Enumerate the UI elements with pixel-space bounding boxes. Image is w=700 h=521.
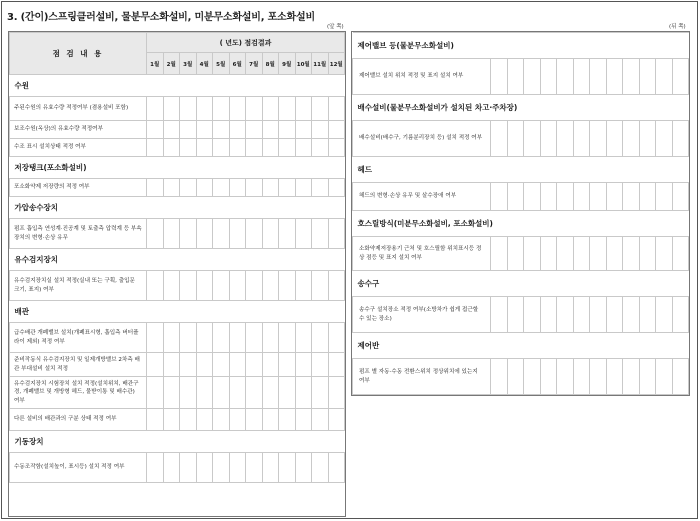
month-result-cell[interactable] <box>491 297 508 333</box>
month-result-cell[interactable] <box>246 121 263 139</box>
checklist-row <box>10 97 345 121</box>
month-result-cell[interactable] <box>312 377 329 409</box>
month-result-cell[interactable] <box>180 271 197 301</box>
month-result-cell[interactable] <box>295 271 312 301</box>
month-result-cell[interactable] <box>524 237 541 271</box>
section-title: 헤드 <box>353 157 689 183</box>
back-page-note: (뒤 쪽) <box>669 24 686 30</box>
checklist-row <box>10 139 345 157</box>
month-result-cell[interactable] <box>312 453 329 483</box>
month-result-cell[interactable] <box>180 323 197 353</box>
month-result-cell[interactable] <box>524 59 541 95</box>
check-item-text: 송수구 설치장소 적정 여부(소방차가 쉽게 접근할 수 있는 장소) <box>353 297 491 333</box>
month-header: 6월 <box>229 53 246 75</box>
month-result-cell[interactable] <box>557 359 574 395</box>
month-result-cell[interactable] <box>540 59 557 95</box>
month-result-cell[interactable] <box>262 219 279 249</box>
month-result-cell[interactable] <box>246 219 263 249</box>
month-result-cell[interactable] <box>279 453 296 483</box>
month-result-cell[interactable] <box>229 179 246 197</box>
month-result-cell[interactable] <box>312 179 329 197</box>
month-result-cell[interactable] <box>573 359 590 395</box>
month-result-cell[interactable] <box>262 179 279 197</box>
section-title: 송수구 <box>353 271 689 297</box>
month-result-cell[interactable] <box>656 237 673 271</box>
checklist-row <box>10 121 345 139</box>
section-title: 제어밸브 등(물분무소화설비) <box>353 33 689 59</box>
section-title: 제어반 <box>353 333 689 359</box>
month-result-cell[interactable] <box>163 139 180 157</box>
month-result-cell[interactable] <box>180 353 197 377</box>
check-item-text: 수동조작함(설치높이, 표시등) 설치 적정 여부 <box>10 453 147 483</box>
checklist-row <box>353 359 689 395</box>
month-result-cell[interactable] <box>163 409 180 431</box>
month-result-cell[interactable] <box>606 237 623 271</box>
month-result-cell[interactable] <box>312 219 329 249</box>
left-checklist-table <box>9 32 345 483</box>
month-result-cell[interactable] <box>180 121 197 139</box>
month-result-cell[interactable] <box>573 121 590 157</box>
month-result-cell[interactable] <box>328 179 345 197</box>
month-result-cell[interactable] <box>279 121 296 139</box>
checklist-row <box>353 297 689 333</box>
month-result-cell[interactable] <box>279 377 296 409</box>
month-result-cell[interactable] <box>180 139 197 157</box>
month-result-cell[interactable] <box>623 359 640 395</box>
check-item-text: 제어밸브 설치 위치 적정 및 표지 설치 여부 <box>353 59 491 95</box>
month-result-cell[interactable] <box>606 297 623 333</box>
month-result-cell[interactable] <box>672 183 689 211</box>
month-result-cell[interactable] <box>590 237 607 271</box>
month-result-cell[interactable] <box>312 409 329 431</box>
month-result-cell[interactable] <box>606 59 623 95</box>
month-result-cell[interactable] <box>163 353 180 377</box>
month-result-cell[interactable] <box>507 297 524 333</box>
section-title: 수원 <box>10 75 345 97</box>
month-result-cell[interactable] <box>491 183 508 211</box>
month-result-cell[interactable] <box>279 271 296 301</box>
checklist-row <box>10 377 345 409</box>
month-result-cell[interactable] <box>639 297 656 333</box>
month-result-cell[interactable] <box>507 237 524 271</box>
month-header: 1월 <box>147 53 164 75</box>
month-result-cell[interactable] <box>295 353 312 377</box>
month-result-cell[interactable] <box>491 121 508 157</box>
check-item-text: 급수배관 개폐밸브 설치(개폐표시형, 흡입측 버터플라이 제외) 적정 여부 <box>10 323 147 353</box>
month-result-cell[interactable] <box>262 139 279 157</box>
month-result-cell[interactable] <box>213 179 230 197</box>
checklist-row <box>10 271 345 301</box>
checklist-row <box>10 353 345 377</box>
right-checklist-panel <box>351 31 690 396</box>
month-result-cell[interactable] <box>295 409 312 431</box>
section-title: 가압송수장치 <box>10 197 345 219</box>
month-result-cell[interactable] <box>213 97 230 121</box>
month-header: 7월 <box>246 53 263 75</box>
month-result-cell[interactable] <box>196 121 213 139</box>
month-result-cell[interactable] <box>491 237 508 271</box>
form-title: 3. (간이)스프링클러설비, 물분무소화설비, 미분무소화설비, 포소화설비 <box>7 12 315 23</box>
month-result-cell[interactable] <box>639 237 656 271</box>
section-title: 저장탱크(포소화설비) <box>10 157 345 179</box>
month-result-cell[interactable] <box>180 453 197 483</box>
month-result-cell[interactable] <box>279 97 296 121</box>
month-result-cell[interactable] <box>196 377 213 409</box>
month-result-cell[interactable] <box>213 219 230 249</box>
left-checklist-panel <box>8 31 346 517</box>
month-result-cell[interactable] <box>163 453 180 483</box>
month-result-cell[interactable] <box>328 353 345 377</box>
month-result-cell[interactable] <box>328 271 345 301</box>
month-result-cell[interactable] <box>147 409 164 431</box>
month-result-cell[interactable] <box>246 453 263 483</box>
month-result-cell[interactable] <box>163 179 180 197</box>
month-result-cell[interactable] <box>507 183 524 211</box>
month-result-cell[interactable] <box>213 409 230 431</box>
month-result-cell[interactable] <box>328 377 345 409</box>
month-header: 3월 <box>180 53 197 75</box>
month-result-cell[interactable] <box>328 409 345 431</box>
month-result-cell[interactable] <box>573 297 590 333</box>
check-item-text: 유수검지장치실 설치 적정(실내 또는 구획, 출입문 크기, 표지) 여부 <box>10 271 147 301</box>
check-item-text: 펌프 별 자동·수동 전환스위치 정상위치에 있는지 여부 <box>353 359 491 395</box>
month-result-cell[interactable] <box>213 453 230 483</box>
month-header: 2월 <box>163 53 180 75</box>
month-result-cell[interactable] <box>196 179 213 197</box>
month-result-cell[interactable] <box>573 183 590 211</box>
month-result-cell[interactable] <box>229 219 246 249</box>
right-checklist-table <box>352 32 689 395</box>
month-result-cell[interactable] <box>557 121 574 157</box>
month-result-cell[interactable] <box>279 409 296 431</box>
checklist-row <box>353 121 689 157</box>
month-result-cell[interactable] <box>229 97 246 121</box>
month-result-cell[interactable] <box>524 183 541 211</box>
month-result-cell[interactable] <box>623 59 640 95</box>
month-result-cell[interactable] <box>540 121 557 157</box>
month-header: 8월 <box>262 53 279 75</box>
month-result-cell[interactable] <box>491 359 508 395</box>
month-result-cell[interactable] <box>656 59 673 95</box>
section-title: 호스릴방식(미분무소화설비, 포소화설비) <box>353 211 689 237</box>
month-result-cell[interactable] <box>312 323 329 353</box>
month-result-cell[interactable] <box>213 353 230 377</box>
month-result-cell[interactable] <box>246 271 263 301</box>
month-result-cell[interactable] <box>262 271 279 301</box>
month-result-cell[interactable] <box>229 453 246 483</box>
month-result-cell[interactable] <box>147 139 164 157</box>
month-result-cell[interactable] <box>180 377 197 409</box>
month-result-cell[interactable] <box>147 377 164 409</box>
month-result-cell[interactable] <box>180 97 197 121</box>
month-result-cell[interactable] <box>507 59 524 95</box>
month-result-cell[interactable] <box>229 353 246 377</box>
month-result-cell[interactable] <box>656 121 673 157</box>
inspection-result-header: ( 년도) 점검결과 <box>147 33 345 53</box>
month-result-cell[interactable] <box>573 59 590 95</box>
month-result-cell[interactable] <box>639 359 656 395</box>
check-item-text: 주된수원의 유효수량 적정여부 (겸용설비 포함) <box>10 97 147 121</box>
month-result-cell[interactable] <box>524 121 541 157</box>
month-result-cell[interactable] <box>229 121 246 139</box>
month-result-cell[interactable] <box>639 121 656 157</box>
month-result-cell[interactable] <box>163 323 180 353</box>
month-result-cell[interactable] <box>279 219 296 249</box>
month-result-cell[interactable] <box>180 179 197 197</box>
month-result-cell[interactable] <box>672 237 689 271</box>
month-result-cell[interactable] <box>262 97 279 121</box>
month-result-cell[interactable] <box>540 237 557 271</box>
month-result-cell[interactable] <box>491 59 508 95</box>
month-header: 12월 <box>328 53 345 75</box>
month-result-cell[interactable] <box>590 59 607 95</box>
month-result-cell[interactable] <box>262 323 279 353</box>
check-item-text: 헤드의 변형·손상 유무 및 살수장애 여부 <box>353 183 491 211</box>
month-result-cell[interactable] <box>672 359 689 395</box>
month-result-cell[interactable] <box>672 121 689 157</box>
month-result-cell[interactable] <box>295 453 312 483</box>
month-result-cell[interactable] <box>672 59 689 95</box>
month-header: 9월 <box>279 53 296 75</box>
checklist-row <box>10 323 345 353</box>
inspection-content-header: 점 검 내 용 <box>10 33 147 75</box>
month-header: 5월 <box>213 53 230 75</box>
month-result-cell[interactable] <box>229 139 246 157</box>
month-result-cell[interactable] <box>590 359 607 395</box>
month-header: 11월 <box>312 53 329 75</box>
month-result-cell[interactable] <box>606 183 623 211</box>
month-result-cell[interactable] <box>163 219 180 249</box>
month-result-cell[interactable] <box>163 121 180 139</box>
month-result-cell[interactable] <box>623 297 640 333</box>
month-result-cell[interactable] <box>557 237 574 271</box>
month-result-cell[interactable] <box>328 121 345 139</box>
month-result-cell[interactable] <box>163 271 180 301</box>
month-result-cell[interactable] <box>196 139 213 157</box>
check-item-text: 소화약제저장용기 근처 및 호스릴함 위치표시등 정상 점등 및 표지 설치 여부 <box>353 237 491 271</box>
month-result-cell[interactable] <box>557 183 574 211</box>
month-result-cell[interactable] <box>163 377 180 409</box>
month-result-cell[interactable] <box>246 353 263 377</box>
month-result-cell[interactable] <box>147 453 164 483</box>
section-title: 배수설비(물분무소화설비가 설치된 차고·주차장) <box>353 95 689 121</box>
month-result-cell[interactable] <box>312 139 329 157</box>
month-result-cell[interactable] <box>246 179 263 197</box>
month-header: 10월 <box>295 53 312 75</box>
month-result-cell[interactable] <box>295 377 312 409</box>
month-result-cell[interactable] <box>213 139 230 157</box>
month-result-cell[interactable] <box>279 323 296 353</box>
month-result-cell[interactable] <box>262 453 279 483</box>
month-result-cell[interactable] <box>196 353 213 377</box>
month-result-cell[interactable] <box>279 353 296 377</box>
month-result-cell[interactable] <box>540 183 557 211</box>
month-result-cell[interactable] <box>573 237 590 271</box>
month-result-cell[interactable] <box>213 121 230 139</box>
month-result-cell[interactable] <box>656 297 673 333</box>
month-result-cell[interactable] <box>623 183 640 211</box>
checklist-row <box>353 183 689 211</box>
month-result-cell[interactable] <box>540 297 557 333</box>
month-result-cell[interactable] <box>163 97 180 121</box>
month-result-cell[interactable] <box>328 97 345 121</box>
month-result-cell[interactable] <box>213 377 230 409</box>
check-item-text: 수조 표시 설치상태 적정 여부 <box>10 139 147 157</box>
month-result-cell[interactable] <box>507 359 524 395</box>
month-header: 4월 <box>196 53 213 75</box>
month-result-cell[interactable] <box>557 59 574 95</box>
month-result-cell[interactable] <box>540 359 557 395</box>
month-result-cell[interactable] <box>524 297 541 333</box>
month-result-cell[interactable] <box>196 219 213 249</box>
month-result-cell[interactable] <box>246 409 263 431</box>
month-result-cell[interactable] <box>213 323 230 353</box>
checklist-row <box>10 453 345 483</box>
front-page-note: (앞 쪽) <box>327 24 344 30</box>
month-result-cell[interactable] <box>590 121 607 157</box>
month-result-cell[interactable] <box>262 121 279 139</box>
check-item-text: 유수검지장치 시험장치 설치 적정(설치위치, 배관구경, 개폐밸브 및 개방형 헤드, 물받이통 및 배수관) 여부 <box>10 377 147 409</box>
month-result-cell[interactable] <box>246 139 263 157</box>
month-result-cell[interactable] <box>262 353 279 377</box>
month-result-cell[interactable] <box>262 409 279 431</box>
month-result-cell[interactable] <box>623 121 640 157</box>
month-result-cell[interactable] <box>147 219 164 249</box>
month-result-cell[interactable] <box>180 219 197 249</box>
check-item-text: 배수설비(배수구, 기름분리장치 등) 설치 적정 여부 <box>353 121 491 157</box>
month-result-cell[interactable] <box>196 97 213 121</box>
month-result-cell[interactable] <box>229 271 246 301</box>
month-result-cell[interactable] <box>557 297 574 333</box>
month-result-cell[interactable] <box>312 353 329 377</box>
month-result-cell[interactable] <box>623 237 640 271</box>
section-title: 기동장치 <box>10 431 345 453</box>
month-result-cell[interactable] <box>656 359 673 395</box>
check-item-text: 보조수원(옥상)의 유효수량 적정여부 <box>10 121 147 139</box>
month-result-cell[interactable] <box>312 121 329 139</box>
month-result-cell[interactable] <box>147 323 164 353</box>
month-result-cell[interactable] <box>196 453 213 483</box>
month-result-cell[interactable] <box>147 353 164 377</box>
month-result-cell[interactable] <box>295 139 312 157</box>
month-result-cell[interactable] <box>639 183 656 211</box>
checklist-row <box>10 219 345 249</box>
month-result-cell[interactable] <box>328 219 345 249</box>
month-result-cell[interactable] <box>590 183 607 211</box>
month-result-cell[interactable] <box>328 453 345 483</box>
month-result-cell[interactable] <box>147 97 164 121</box>
month-result-cell[interactable] <box>246 377 263 409</box>
checklist-row <box>353 59 689 95</box>
month-result-cell[interactable] <box>246 323 263 353</box>
month-result-cell[interactable] <box>196 409 213 431</box>
section-title: 유수검지장치 <box>10 249 345 271</box>
month-result-cell[interactable] <box>312 271 329 301</box>
month-result-cell[interactable] <box>229 409 246 431</box>
month-result-cell[interactable] <box>524 359 541 395</box>
month-result-cell[interactable] <box>606 359 623 395</box>
month-result-cell[interactable] <box>295 97 312 121</box>
month-result-cell[interactable] <box>672 297 689 333</box>
month-result-cell[interactable] <box>639 59 656 95</box>
checklist-row <box>10 179 345 197</box>
month-result-cell[interactable] <box>328 139 345 157</box>
section-title: 배관 <box>10 301 345 323</box>
month-result-cell[interactable] <box>295 179 312 197</box>
month-result-cell[interactable] <box>180 409 197 431</box>
month-result-cell[interactable] <box>279 139 296 157</box>
month-result-cell[interactable] <box>295 121 312 139</box>
month-result-cell[interactable] <box>295 219 312 249</box>
month-result-cell[interactable] <box>147 179 164 197</box>
month-result-cell[interactable] <box>507 121 524 157</box>
month-result-cell[interactable] <box>229 323 246 353</box>
month-result-cell[interactable] <box>246 97 263 121</box>
month-result-cell[interactable] <box>590 297 607 333</box>
month-result-cell[interactable] <box>262 377 279 409</box>
month-result-cell[interactable] <box>196 323 213 353</box>
check-item-text: 펌프 흡입측 연성계·진공계 및 토출측 압력계 등 부속장치의 변형·손상 유무 <box>10 219 147 249</box>
checklist-row <box>10 409 345 431</box>
month-result-cell[interactable] <box>656 183 673 211</box>
checklist-row <box>353 237 689 271</box>
month-result-cell[interactable] <box>213 271 230 301</box>
month-result-cell[interactable] <box>295 323 312 353</box>
month-result-cell[interactable] <box>328 323 345 353</box>
month-result-cell[interactable] <box>196 271 213 301</box>
check-item-text: 다른 설비의 배관과의 구분 상태 적정 여부 <box>10 409 147 431</box>
month-result-cell[interactable] <box>229 377 246 409</box>
month-result-cell[interactable] <box>312 97 329 121</box>
month-result-cell[interactable] <box>147 271 164 301</box>
month-result-cell[interactable] <box>606 121 623 157</box>
check-item-text: 포소화약제 저장량의 적정 여부 <box>10 179 147 197</box>
check-item-text: 준비작동식 유수검지장치 및 일제개방밸브 2차측 배관 부대설비 설치 적정 <box>10 353 147 377</box>
month-result-cell[interactable] <box>147 121 164 139</box>
month-result-cell[interactable] <box>279 179 296 197</box>
